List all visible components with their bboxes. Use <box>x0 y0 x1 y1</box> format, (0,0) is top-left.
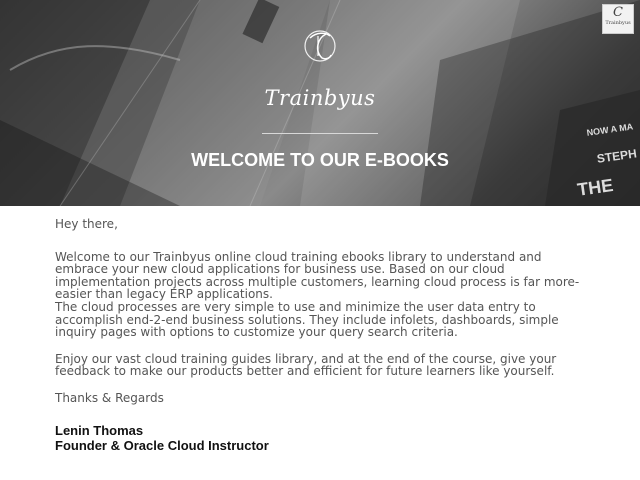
closing-text: Thanks & Regards <box>55 390 164 405</box>
book-cover-text: STEPH <box>596 146 638 166</box>
corner-logo-brand: Trainbyus <box>605 20 631 26</box>
page-title: WELCOME TO OUR E-BOOKS <box>191 150 449 170</box>
signature-role: Founder & Oracle Cloud Instructor <box>55 437 269 453</box>
monogram-logo-icon <box>296 22 344 70</box>
title-divider <box>262 133 378 134</box>
paragraph-intro: Welcome to our Trainbyus online cloud training ebooks library to understand and embrace your new cloud applications for business use. Based on our cloud implementation projects across multiple customers, learning cloud process is far more-easier than legacy ERP applications. <box>55 249 580 302</box>
hero-banner <box>0 0 640 206</box>
brand-name: Trainbyus <box>264 86 376 110</box>
corner-logo-monogram: C <box>613 5 623 20</box>
message-body <box>55 218 595 453</box>
corner-logo <box>602 4 634 34</box>
signature-name: Lenin Thomas <box>55 422 144 438</box>
greeting-text: Hey there, <box>55 217 118 231</box>
book-cover-text: THE <box>576 174 615 200</box>
paragraph-library: Enjoy our vast cloud training guides library, and at the end of the course, give your feedback to make our products better and efficient for future learners like yourself. <box>55 351 557 379</box>
paragraph-processes: The cloud processes are very simple to use and minimize the user data entry to accomplish end-2-end business solutions. They include infolets, dashboards, simple inquiry pages with options to customize your query search criteria. <box>55 299 559 340</box>
book-cover-text: NOW A MA <box>586 121 634 138</box>
